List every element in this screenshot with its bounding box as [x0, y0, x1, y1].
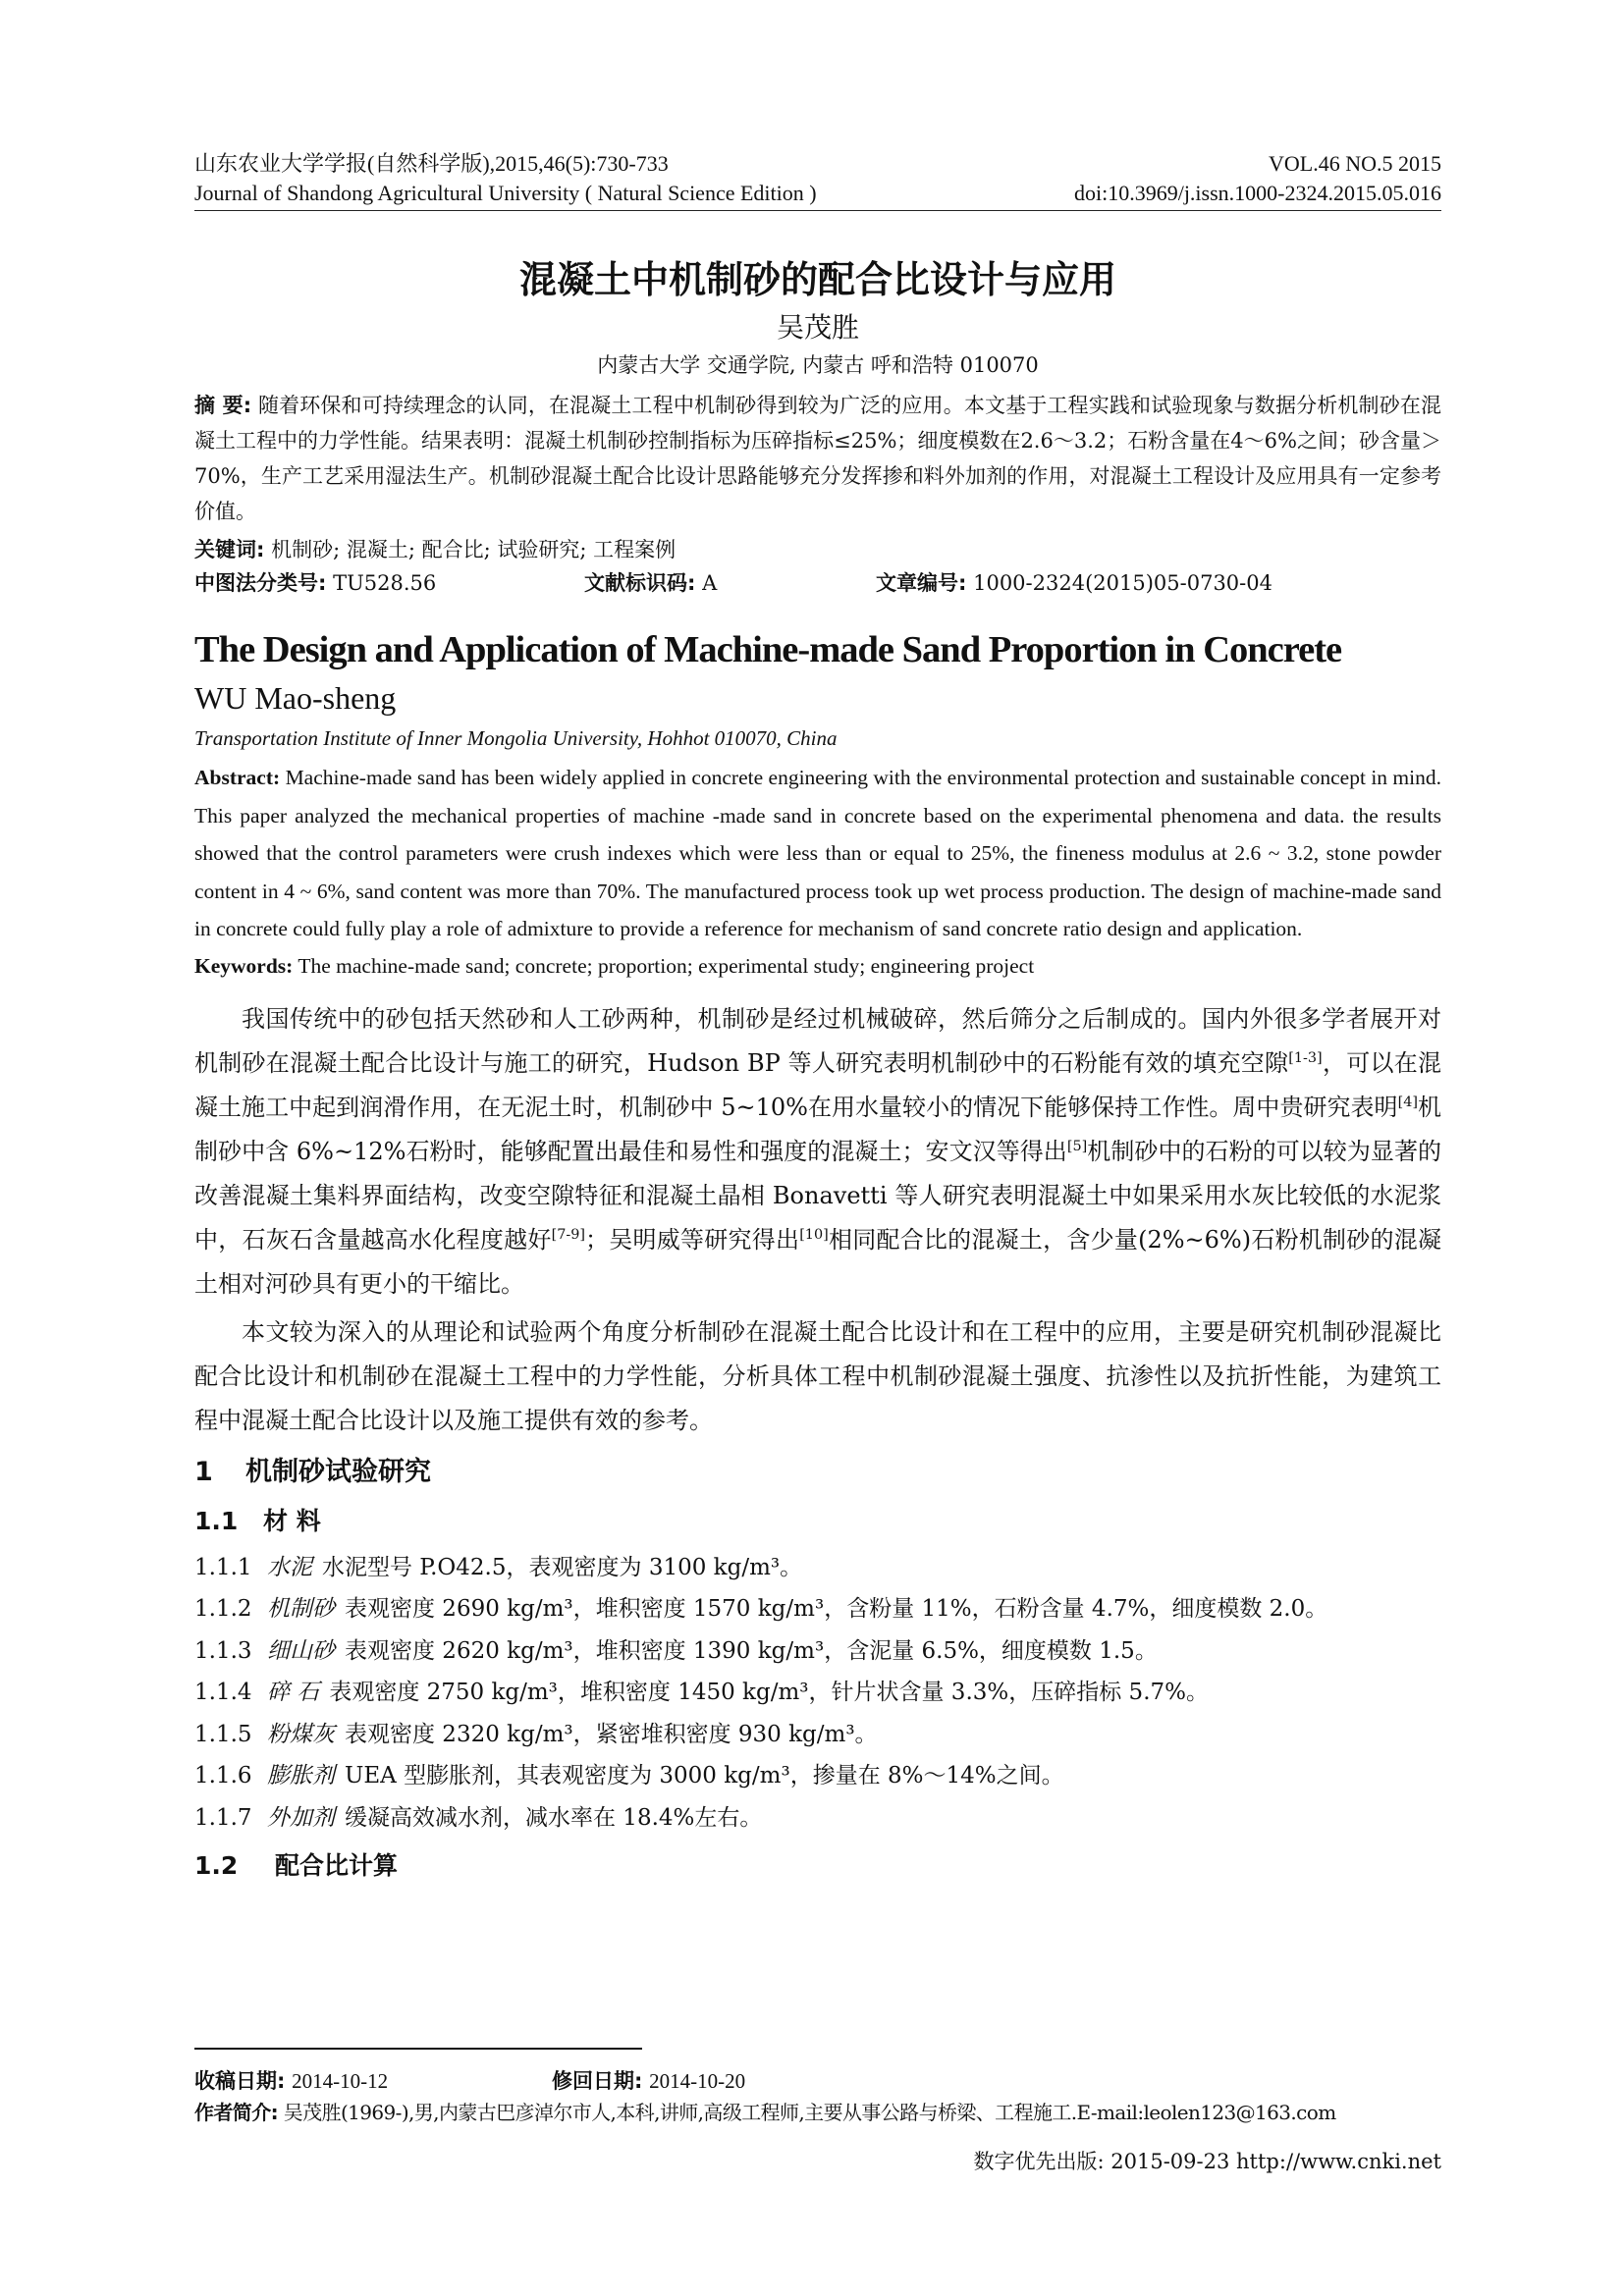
abstract-cn-label: 摘 要:: [194, 394, 252, 417]
keywords-en-text: The machine-made sand; concrete; proportion; experimental study; engineering project: [298, 953, 1035, 978]
material-number: 1.1.1: [194, 1554, 252, 1580]
material-item: [194, 1797, 1441, 1840]
journal-name-en: Journal of Shandong Agricultural University ( Natural Science Edition ): [194, 181, 817, 205]
abstract-en: [194, 759, 1441, 948]
material-desc: 缓凝高效减水剂，减水率在 18.4%左右。: [345, 1804, 763, 1831]
intro-text: 我国传统中的砂包括天然砂和人工砂两种，机制砂是经过机械破碎，然后筛分之后制成的。国内外很多学者展开对机制砂在混凝土配合比设计与施工的研究，Hudson BP 等人研究表明机制砂中的石粉能有效的填充空隙: [194, 1004, 1441, 1077]
citation-ref: [4]: [1397, 1094, 1418, 1110]
footnote-block: [194, 2065, 1441, 2128]
section-title: 材 料: [263, 1506, 321, 1535]
keywords-en-label: Keywords:: [194, 953, 294, 978]
section-heading-1-1: [194, 1502, 1441, 1541]
intro-text: ，可以在混凝土施工中起到润滑作用，在无泥土时，机制砂中 5~10%在用水量较小的情况下能够保持工作性。周中贵研究表明: [194, 1048, 1442, 1121]
volume-issue: VOL.46 NO.5 2015: [1269, 151, 1441, 176]
revised-date: [552, 2065, 745, 2097]
clc-value: TU528.56: [333, 571, 437, 595]
document-code: [584, 566, 876, 600]
material-item: [194, 1588, 1441, 1630]
materials-list: [194, 1547, 1441, 1840]
material-item: [194, 1630, 1441, 1673]
abstract-cn-text: 随着环保和可持续理念的认同，在混凝土工程中机制砂得到较为广泛的应用。本文基于工程实践和试验现象与数据分析机制砂在混凝土工程中的力学性能。结果表明：混凝土机制砂控制指标为压碎指标≤25%；细度模数在2.6～3.2；石粉含量在4～6%之间；砂含量＞70%，生产工艺采用湿法生产。机制砂混凝土配合比设计思路能够充分发挥掺和料外加剂的作用，对混凝土工程设计及应用具有一定参考价值。: [194, 394, 1441, 523]
material-item: [194, 1714, 1441, 1756]
article-number: [876, 566, 1272, 600]
material-item: [194, 1755, 1441, 1797]
received-date: [194, 2065, 552, 2097]
section-title: 配合比计算: [275, 1851, 399, 1880]
material-number: 1.1.7: [194, 1804, 252, 1831]
material-number: 1.1.6: [194, 1763, 252, 1789]
citation-ref: [10]: [799, 1226, 829, 1243]
clc-number: [194, 566, 584, 600]
article-number-label: 文章编号:: [876, 571, 967, 595]
citation-ref: [1-3]: [1288, 1049, 1323, 1066]
material-desc: 表观密度 2620 kg/m³，堆积密度 1390 kg/m³，含泥量 6.5%，细度模数 1.5。: [345, 1637, 1158, 1664]
material-name: 外加剂: [267, 1804, 335, 1831]
material-desc: UEA 型膨胀剂，其表观密度为 3000 kg/m³，掺量在 8%～14%之间。: [345, 1763, 1064, 1789]
intro-text: 相同配合比的混凝土，含少量(2%~6%)石粉机制砂的混凝土相对河砂具有更小的干缩比。: [194, 1225, 1442, 1298]
intro-paragraph-2: 本文较为深入的从理论和试验两个角度分析制砂在混凝土配合比设计和在工程中的应用，主要是研究机制砂混凝比配合比设计和机制砂在混凝土工程中的力学性能，分析具体工程中机制砂混凝土强度、抗渗性以及抗折性能，为建筑工程中混凝土配合比设计以及施工提供有效的参考。: [194, 1317, 1441, 1434]
author-bio-text: 吴茂胜(1969-),男,内蒙古巴彦淖尔市人,本科,讲师,高级工程师,主要从事公路与桥梁、工程施工.E-mail:leolen123@163.com: [283, 2101, 1336, 2124]
material-desc: 表观密度 2320 kg/m³，紧密堆积密度 930 kg/m³。: [345, 1721, 878, 1747]
author-name-cn: 吴茂胜: [776, 311, 859, 344]
footnote-dates: [194, 2065, 1441, 2097]
doi: doi:10.3969/j.issn.1000-2324.2015.05.016: [1073, 181, 1441, 205]
abstract-en-text: Machine-made sand has been widely applied in concrete engineering with the environmental protection and sustainable concept in mind. This paper analyzed the mechanical properties of machine -made sand in concrete based on the experimental phenomena and data. the results showed that the control parameters were crush indexes which were less than or equal to 25%, the fineness modulus at 2.6 ~ 3.2, stone powder content in 4 ~ 6%, sand content was more than 70%. The manufactured process took up wet process production. The design of machine-made sand in concrete could fully play a role of admixture to provide a reference for mechanism of sand concrete ratio design and application.: [194, 766, 1442, 940]
running-header-top: [194, 149, 1441, 179]
header-divider: [194, 210, 1441, 211]
paper-title-en: The Design and Application of Machine-made Sand Proportion in Concrete: [194, 629, 1342, 670]
material-item: [194, 1547, 1441, 1589]
clc-label: 中图法分类号:: [194, 571, 327, 595]
author-bio-label: 作者简介:: [194, 2101, 278, 2124]
classification-row: [194, 566, 1441, 600]
paper-page: [194, 149, 1441, 1886]
keywords-cn: [194, 533, 1441, 566]
material-number: 1.1.3: [194, 1637, 252, 1664]
intro-text: 机制砂中含 6%~12%石粉时，能够配置出最佳和易性和强度的混凝土；安文汉等得出: [194, 1093, 1441, 1165]
abstract-cn: [194, 388, 1441, 529]
material-number: 1.1.2: [194, 1596, 252, 1622]
online-publication-note: 数字优先出版: 2015-09-23 http://www.cnki.net: [973, 2150, 1441, 2173]
material-name: 粉煤灰: [267, 1721, 335, 1747]
material-item: [194, 1672, 1441, 1714]
material-desc: 表观密度 2750 kg/m³，堆积密度 1450 kg/m³，针片状含量 3.3%，压碎指标 5.7%。: [329, 1680, 1209, 1705]
material-name: 机制砂: [267, 1596, 335, 1622]
article-number-value: 1000-2324(2015)05-0730-04: [973, 571, 1272, 595]
section-heading-1: [194, 1453, 1441, 1492]
material-name: 细山砂: [267, 1637, 335, 1664]
section-title: 机制砂试验研究: [245, 1456, 431, 1487]
material-desc: 水泥型号 P.O42.5，表观密度为 3100 kg/m³。: [322, 1554, 803, 1580]
abstract-en-label: Abstract:: [194, 766, 281, 789]
material-name: 水泥: [267, 1554, 312, 1580]
section-number: 1.2: [194, 1851, 239, 1880]
citation-ref: [5]: [1066, 1138, 1088, 1154]
received-value: 2014-10-12: [292, 2069, 389, 2093]
material-name: 碎 石: [267, 1680, 320, 1705]
material-desc: 表观密度 2690 kg/m³，堆积密度 1570 kg/m³，含粉量 11%，石粉含量 4.7%，细度模数 2.0。: [345, 1596, 1328, 1622]
keywords-cn-label: 关键词:: [194, 538, 265, 561]
footnote-divider: [194, 2048, 642, 2050]
received-label: 收稿日期:: [194, 2069, 286, 2093]
material-number: 1.1.5: [194, 1721, 252, 1747]
paper-title-cn: 混凝土中机制砂的配合比设计与应用: [518, 258, 1116, 301]
revised-value: 2014-10-20: [649, 2069, 746, 2093]
material-number: 1.1.4: [194, 1680, 252, 1705]
doc-code-label: 文献标识码:: [584, 571, 696, 595]
author-name-en: WU Mao-sheng: [194, 680, 397, 716]
journal-citation-cn: 山东农业大学学报(自然科学版),2015,46(5):730-733: [194, 151, 669, 176]
intro-text: 机制砂中的石粉的可以较为显著的改善混凝土集料界面结构，改变空隙特征和混凝土晶相 Bonavetti 等人研究表明混凝土中如果采用水灰比较低的水泥浆中，石灰石含量越高水化程度越好: [194, 1137, 1442, 1254]
keywords-en: [194, 948, 1441, 984]
running-header-bottom: [194, 179, 1441, 208]
section-heading-1-2: [194, 1846, 1441, 1886]
citation-ref: [7-9]: [551, 1226, 586, 1243]
affiliation-en: Transportation Institute of Inner Mongolia University, Hohhot 010070, China: [194, 726, 838, 750]
affiliation-cn: 内蒙古大学 交通学院, 内蒙古 呼和浩特 010070: [597, 353, 1039, 377]
intro-paragraph-1: [194, 997, 1441, 1307]
section-number: 1.1: [194, 1506, 239, 1535]
revised-label: 修回日期:: [552, 2069, 643, 2093]
section-number: 1: [194, 1456, 213, 1487]
author-bio: [194, 2097, 1441, 2128]
doc-code-value: A: [702, 571, 718, 595]
keywords-cn-text: 机制砂; 混凝土; 配合比; 试验研究; 工程案例: [271, 538, 677, 561]
intro-text: ；吴明威等研究得出: [585, 1225, 800, 1254]
material-name: 膨胀剂: [267, 1763, 335, 1789]
